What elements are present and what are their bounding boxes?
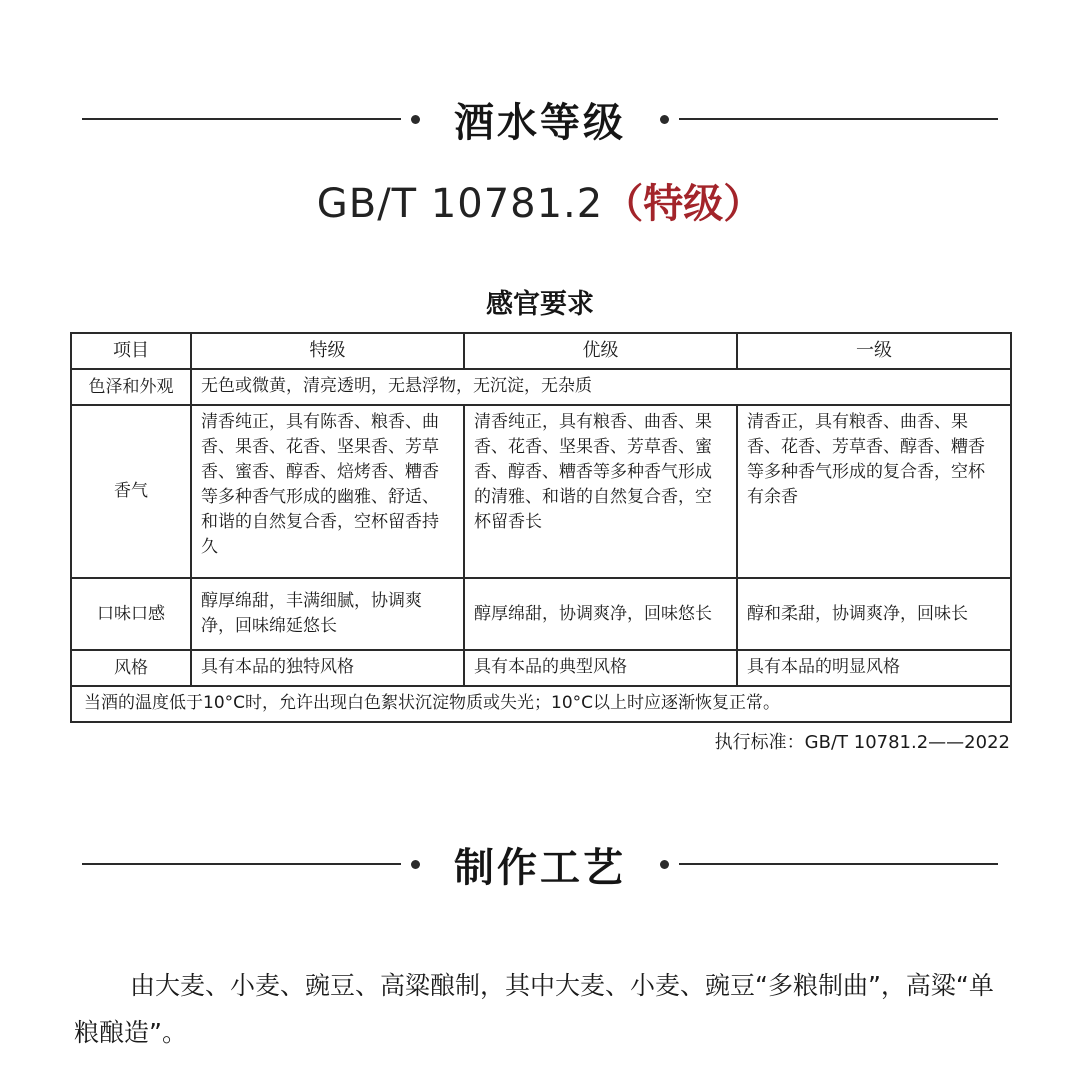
divider-dot-left (411, 860, 420, 869)
header-first: 一级 (737, 333, 1011, 369)
table-row-taste (71, 578, 1011, 650)
row-label-taste: 口味口感 (71, 578, 191, 650)
table-row-aroma (71, 405, 1011, 578)
row-label-color: 色泽和外观 (71, 369, 191, 405)
table-header-row (71, 333, 1011, 369)
table-title: 感官要求 (486, 289, 594, 320)
craft-description: 由大麦、小麦、豌豆、高粱酿制，其中大麦、小麦、豌豆“多粮制曲”，高粱“单粮酿造”。 (74, 971, 994, 1047)
cell-aroma-superior: 清香纯正，具有粮香、曲香、果香、花香、坚果香、芳草香、蜜香、醇香、糟香等多种香气形成的清雅、和谐的自然复合香，空杯留香长 (464, 405, 737, 578)
row-label-style: 风格 (71, 650, 191, 686)
row-label-aroma: 香气 (71, 405, 191, 578)
cell-style-special: 具有本品的独特风格 (191, 650, 464, 686)
header-item: 项目 (71, 333, 191, 369)
cell-aroma-special: 清香纯正，具有陈香、粮香、曲香、果香、花香、坚果香、芳草香、蜜香、醇香、焙烤香、糟香等多种香气形成的幽雅、舒适、和谐的自然复合香，空杯留香持久 (191, 405, 464, 578)
standard-code: GB/T 10781.2 (316, 181, 604, 227)
standard-code-line (0, 172, 1080, 229)
table-note: 当酒的温度低于10°C时，允许出现白色絮状沉淀物质或失光；10°C以上时应逐渐恢复正常。 (71, 686, 1011, 722)
section-title-grade: 酒水等级 (454, 99, 626, 146)
divider-line-right (679, 118, 998, 120)
cell-style-superior: 具有本品的典型风格 (464, 650, 737, 686)
cell-taste-special: 醇厚绵甜，丰满细腻，协调爽净，回味绵延悠长 (191, 578, 464, 650)
divider-line-right (679, 863, 998, 865)
divider-line-left (82, 863, 401, 865)
sensory-requirements-table (70, 332, 1012, 723)
section-title-craft: 制作工艺 (454, 844, 626, 891)
divider-dot-left (411, 115, 420, 124)
table-row-style (71, 650, 1011, 686)
header-superior: 优级 (464, 333, 737, 369)
table-row-note (71, 686, 1011, 722)
cell-taste-first: 醇和柔甜，协调爽净，回味长 (737, 578, 1011, 650)
divider-line-left (82, 118, 401, 120)
section-header-grade (82, 89, 998, 149)
divider-dot-right (660, 115, 669, 124)
divider-dot-right (660, 860, 669, 869)
cell-color-all: 无色或微黄，清亮透明，无悬浮物，无沉淀，无杂质 (191, 369, 1011, 405)
table-row-color (71, 369, 1011, 405)
cell-aroma-first: 清香正，具有粮香、曲香、果香、花香、芳草香、醇香、糟香等多种香气形成的复合香，空杯有余香 (737, 405, 1011, 578)
execution-standard: 执行标准：GB/T 10781.2——2022 (714, 732, 1010, 753)
section-header-craft (82, 834, 998, 894)
cell-style-first: 具有本品的明显风格 (737, 650, 1011, 686)
grade-label: （特级） (603, 181, 764, 227)
header-special: 特级 (191, 333, 464, 369)
cell-taste-superior: 醇厚绵甜，协调爽净，回味悠长 (464, 578, 737, 650)
